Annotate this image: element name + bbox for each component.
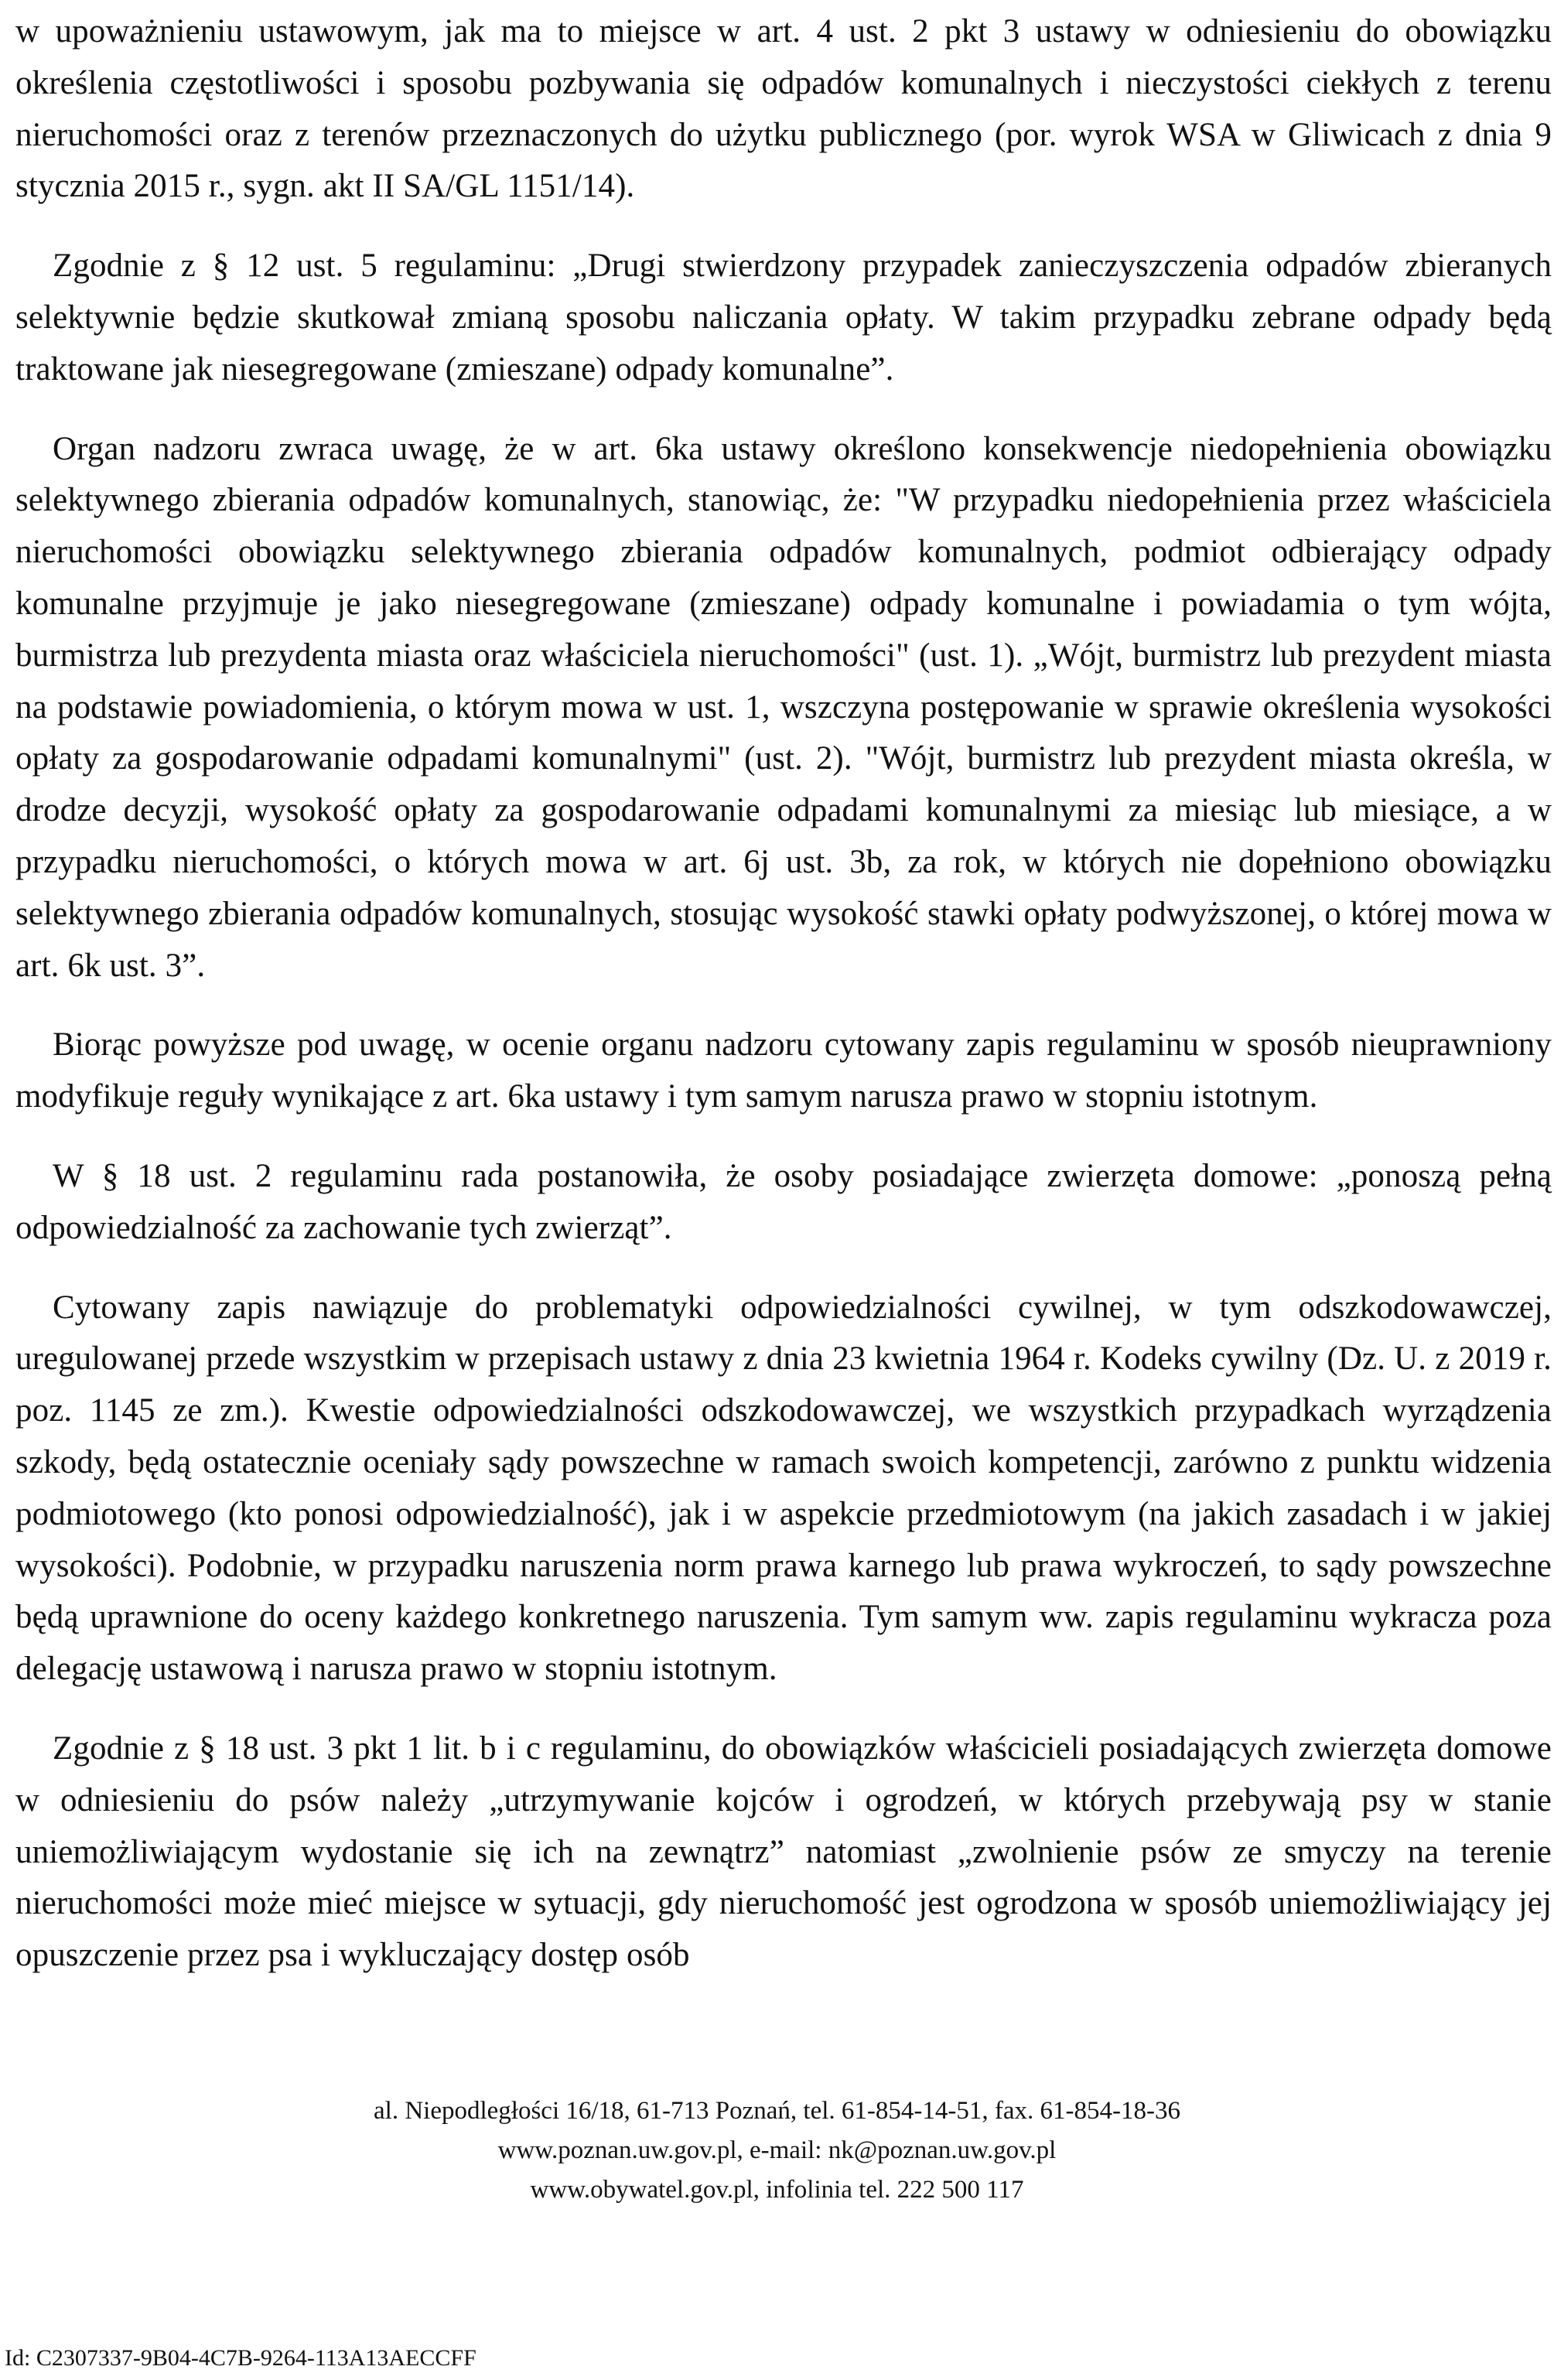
- paragraph-legal-basis: w upoważnieniu ustawowym, jak ma to miejsce w art. 4 ust. 2 pkt 3 ustawy w odniesieniu do obowiązku określenia częstotliwości i sposobu pozbywania się odpadów komunalnych i nieczystości ciekłych z terenu nieruchomości oraz z terenów przeznaczonych do użytku publicznego (por. wyrok WSA w Gliwicach z dnia 9 stycznia 2015 r., sygn. akt II SA/GL 1151/14).: [15, 13, 1552, 205]
- footer-address: al. Niepodległości 16/18, 61-713 Poznań, tel. 61-854-14-51, fax. 61-854-18-36: [374, 2097, 1180, 2125]
- footer-web-email: www.poznan.uw.gov.pl, e-mail: nk@poznan.uw.gov.pl: [497, 2136, 1057, 2164]
- document-id: Id: C2307337-9B04-4C7B-9264-113A13AECCFF: [5, 2345, 476, 2371]
- paragraph-civil-liability: Cytowany zapis nawiązuje do problematyki odpowiedzialności cywilnej, w tym odszkodowawczej, uregulowanej przede wszystkim w przepisach ustawy z dnia 23 kwietnia 1964 r. Kodeks cywilny (Dz. U. z 2019 r. poz. 1145 ze zm.). Kwestie odpowiedzialności odszkodowawczej, we wszystkich przypadkach wyrządzenia szkody, będą ostatecznie oceniały sądy powszechne w ramach swoich kompetencji, zarówno z punktu widzenia podmiotowego (kto ponosi odpowiedzialność), jak i w aspekcie przedmiotowym (na jakich zasadach i w jakiej wysokości). Podobnie, w przypadku naruszenia norm prawa karnego lub prawa wykroczeń, to sądy powszechne będą uprawnione do oceny każdego konkretnego naruszenia. Tym samym ww. zapis regulaminu wykracza poza delegację ustawową i narusza prawo w stopniu istotnym.: [15, 1289, 1552, 1688]
- document-body: [15, 6, 1552, 1982]
- paragraph-assessment: Biorąc powyższe pod uwagę, w ocenie organu nadzoru cytowany zapis regulaminu w sposób nieuprawniony modyfikuje reguły wynikające z art. 6ka ustawy i tym samym narusza prawo w stopniu istotnym.: [15, 1026, 1552, 1115]
- paragraph-regulation-18-3: Zgodnie z § 18 ust. 3 pkt 1 lit. b i c regulaminu, do obowiązków właścicieli posiadających zwierzęta domowe w odniesieniu do psów należy „utrzymywanie kojców i ogrodzeń, w których przebywają psy w stanie uniemożliwiającym wydostanie się ich na zewnątrz” natomiast „zwolnienie psów ze smyczy na terenie nieruchomości może mieć miejsce w sytuacji, gdy nieruchomość jest ogrodzona w sposób uniemożliwiający jej opuszczenie przez psa i wykluczający dostęp osób: [15, 1730, 1552, 1974]
- page-footer: [0, 2091, 1554, 2210]
- footer-infoline: www.obywatel.gov.pl, infolinia tel. 222 500 117: [530, 2176, 1024, 2204]
- paragraph-regulation-12-5: Zgodnie z § 12 ust. 5 regulaminu: „Drugi stwierdzony przypadek zanieczyszczenia odpadów zbieranych selektywnie będzie skutkował zmianą sposobu naliczania opłaty. W takim przypadku zebrane odpady będą traktowane jak niesegregowane (zmieszane) odpady komunalne”.: [15, 248, 1552, 388]
- paragraph-art-6ka: Organ nadzoru zwraca uwagę, że w art. 6ka ustawy określono konsekwencje niedopełnienia obowiązku selektywnego zbierania odpadów komunalnych, stanowiąc, że: "W przypadku niedopełnienia przez właściciela nieruchomości obowiązku selektywnego zbierania odpadów komunalnych, podmiot odbierający odpady komunalne przyjmuje je jako niesegregowane (zmieszane) odpady komunalne i powiadamia o tym wójta, burmistrza lub prezydenta miasta oraz właściciela nieruchomości" (ust. 1). „Wójt, burmistrz lub prezydent miasta na podstawie powiadomienia, o którym mowa w ust. 1, wszczyna postępowanie w sprawie określenia wysokości opłaty za gospodarowanie odpadami komunalnymi" (ust. 2). "Wójt, burmistrz lub prezydent miasta określa, w drodze decyzji, wysokość opłaty za gospodarowanie odpadami komunalnymi za miesiąc lub miesiące, a w przypadku nieruchomości, o których mowa w art. 6j ust. 3b, za rok, w których nie dopełniono obowiązku selektywnego zbierania odpadów komunalnych, stosując wysokość stawki opłaty podwyższonej, o której mowa w art. 6k ust. 3”.: [15, 430, 1552, 984]
- paragraph-regulation-18-2: W § 18 ust. 2 regulaminu rada postanowiła, że osoby posiadające zwierzęta domowe: „ponoszą pełną odpowiedzialność za zachowanie tych zwierząt”.: [15, 1157, 1552, 1246]
